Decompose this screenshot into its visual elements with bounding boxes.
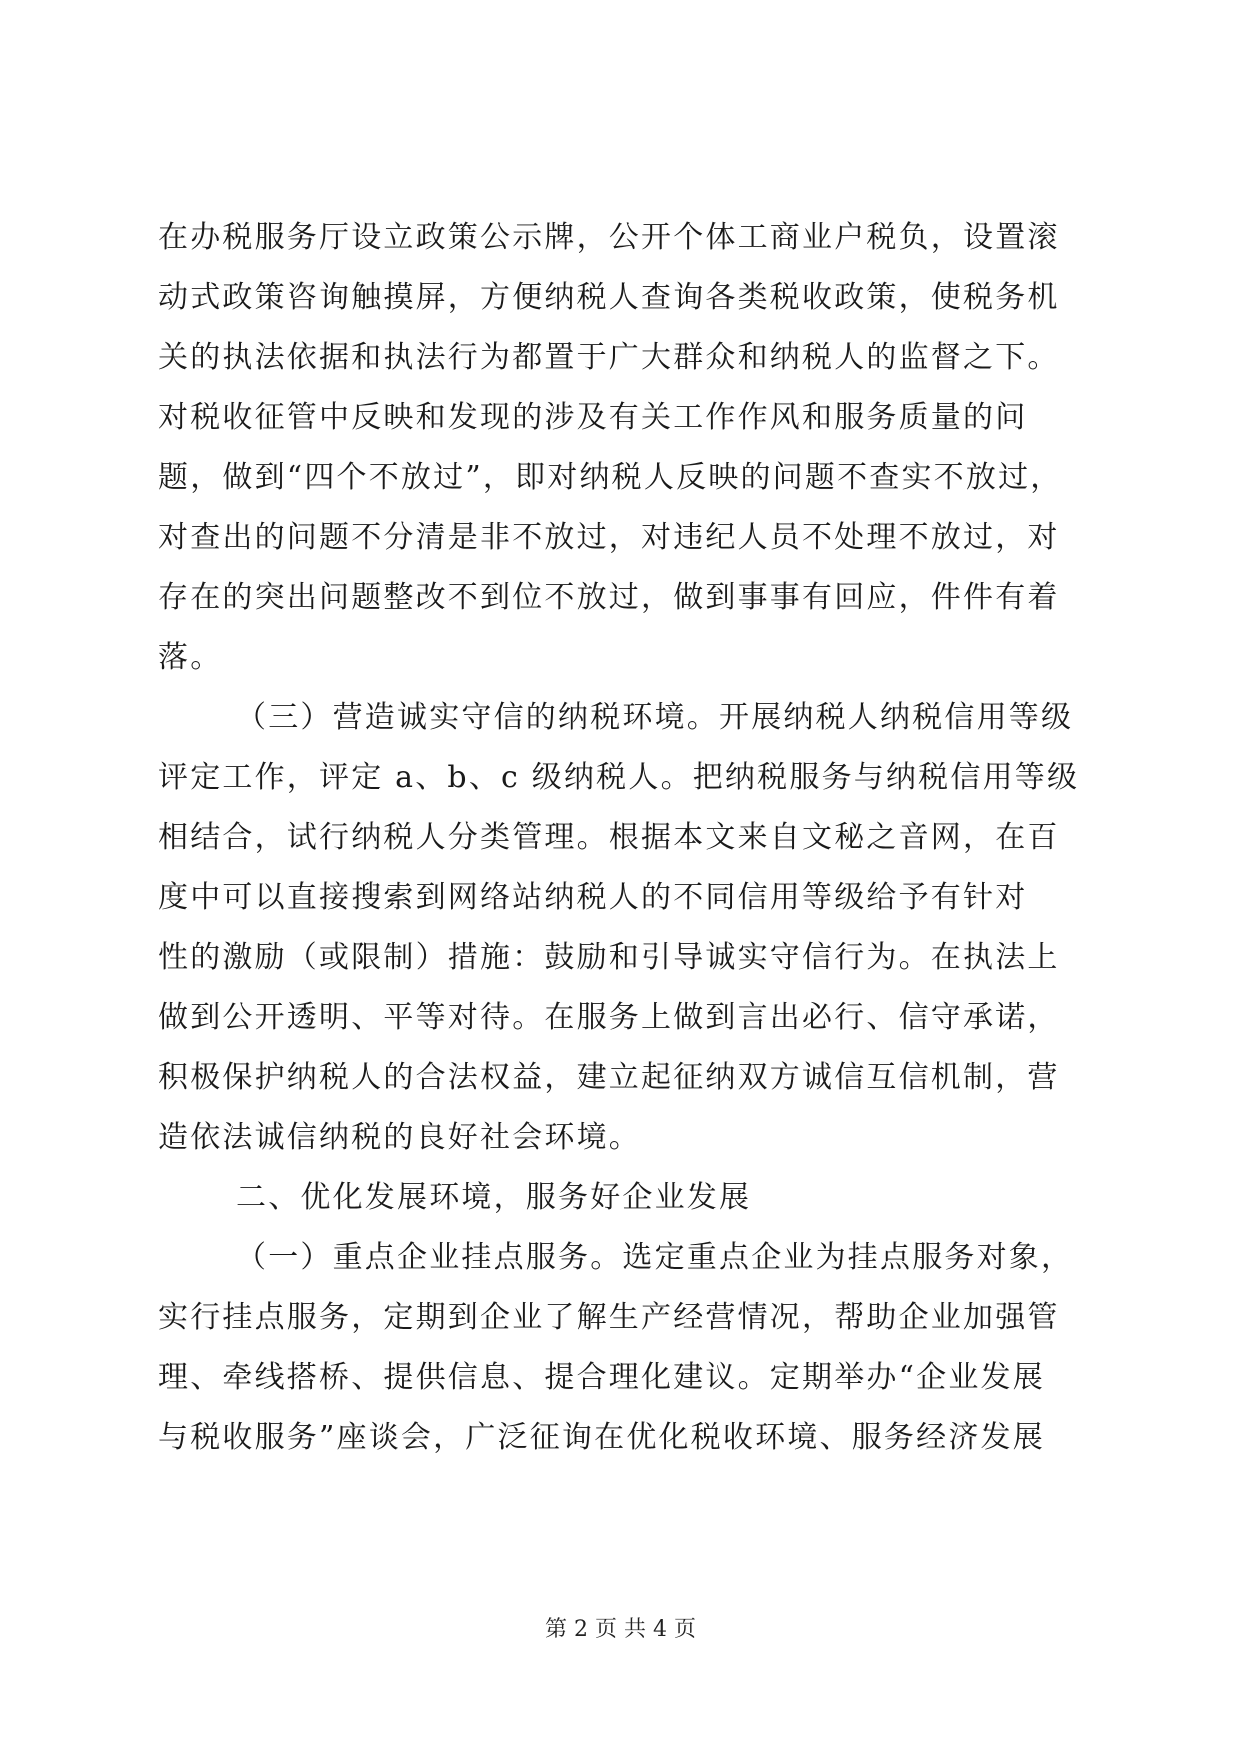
text-line: 度中可以直接搜索到网络站纳税人的不同信用等级给予有针对: [158, 880, 1028, 915]
text-line: 对税收征管中反映和发现的涉及有关工作作风和服务质量的问: [158, 400, 1028, 435]
text-line: 动式政策咨询触摸屏，方便纳税人查询各类税收政策，使税务机: [158, 280, 1060, 315]
text-line: 在办税服务厅设立政策公示牌，公开个体工商业户税负，设置滚: [158, 220, 1060, 255]
text-line: 存在的突出问题整改不到位不放过，做到事事有回应，件件有着: [158, 580, 1060, 615]
text-line: 造依法诚信纳税的良好社会环境。: [158, 1120, 641, 1155]
text-line: （三）营造诚实守信的纳税环境。开展纳税人纳税信用等级: [236, 700, 1074, 735]
page-footer: 第 2 页 共 4 页: [545, 1617, 696, 1642]
text-line: 理、牵线搭桥、提供信息、提合理化建议。定期举办“企业发展: [158, 1360, 1045, 1395]
text-line: 落。: [158, 640, 223, 675]
text-line: 相结合，试行纳税人分类管理。根据本文来自文秘之音网，在百: [158, 820, 1060, 855]
text-line: 二、优化发展环境，服务好企业发展: [236, 1180, 752, 1215]
document-body: [158, 208, 1083, 1468]
text-line: 评定工作，评定 a、b、c 级纳税人。把纳税服务与纳税信用等级: [158, 760, 1080, 795]
text-line: 做到公开透明、平等对待。在服务上做到言出必行、信守承诺，: [158, 1000, 1060, 1035]
text-line: 性的激励（或限制）措施：鼓励和引导诚实守信行为。在执法上: [158, 940, 1060, 975]
text-line: 对查出的问题不分清是非不放过，对违纪人员不处理不放过，对: [158, 520, 1060, 555]
text-line: （一）重点企业挂点服务。选定重点企业为挂点服务对象，: [236, 1240, 1074, 1275]
text-line: 积极保护纳税人的合法权益，建立起征纳双方诚信互信机制，营: [158, 1060, 1060, 1095]
text-line: 与税收服务”座谈会，广泛征询在优化税收环境、服务经济发展: [158, 1420, 1045, 1455]
text-line: 题，做到“四个不放过”，即对纳税人反映的问题不查实不放过，: [158, 460, 1063, 495]
text-line: 实行挂点服务，定期到企业了解生产经营情况，帮助企业加强管: [158, 1300, 1060, 1335]
text-line: 关的执法依据和执法行为都置于广大群众和纳税人的监督之下。: [158, 340, 1060, 375]
